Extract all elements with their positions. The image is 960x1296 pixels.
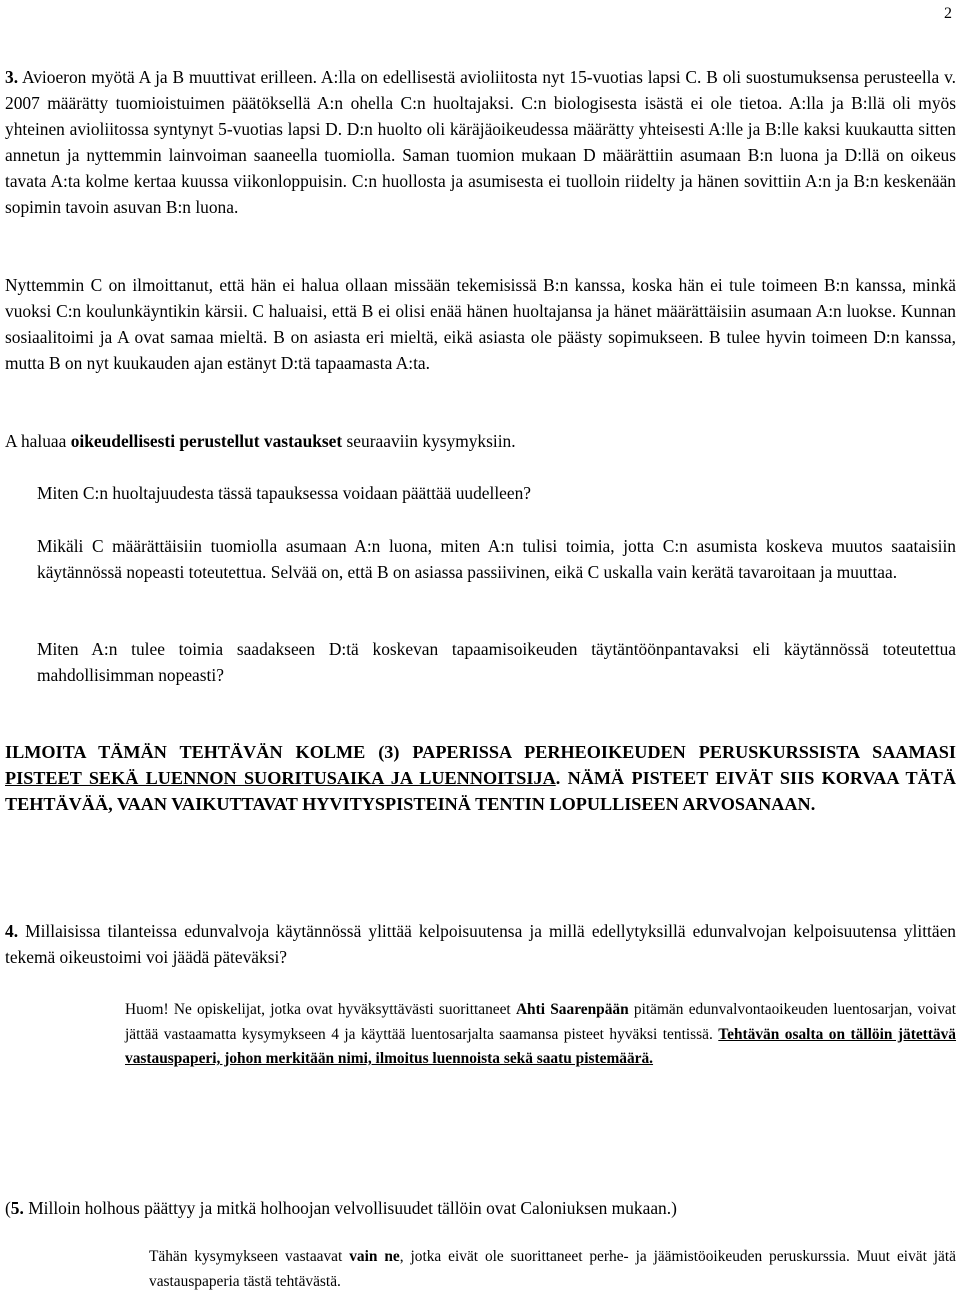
question-3-request: A haluaa oikeudellisesti perustellut vastaukset seuraaviin kysymyksiin. <box>5 431 516 451</box>
question-4-number: 4. <box>5 921 19 941</box>
question-3-text: Avioeron myötä A ja B muuttivat erilleen. A:lla on edellisestä avioliitosta nyt 15-vuotias lapsi C. B oli suostumuksensa perusteella v. 2007 määrätty tuomioistuimen päätöksellä A:n ohella C:n huoltajaksi. C:n biologisesta isästä ei ole tietoa. A:lla ja B:llä oli myös yhteinen avioliitossa syntynyt 5-vuotias lapsi D. D:n huolto oli käräjäoikeudessa määrätty yhteisesti A:lle ja B:lle kaksi kuukautta sitten annetun ja nyttemmin lainvoiman saaneella tuomiolla. Saman tuomion mukaan D määrättiin asumaan B:n luona ja D:llä on oikeus tavata A:ta kolme kertaa kuussa viikonloppuisin. C:n huollosta ja asumisesta ei tuolloin riidelty ja hänen sovittiin A:n ja B:n keskenään sopimin tavoin asuvan B:n luona. <box>5 67 956 217</box>
question-3-number: 3. <box>5 67 19 87</box>
notice-underlined: PISTEET SEKÄ LUENNON SUORITUSAIKA JA LUENNOITSIJA <box>5 768 556 788</box>
question-3a <box>5 480 956 506</box>
question-3 <box>5 64 956 220</box>
notice-block: ILMOITA TÄMÄN TEHTÄVÄN KOLME (3) PAPERISSA PERHEOIKEUDEN PERUSKURSSISTA SAAMASI PISTEET SEKÄ LUENNON SUORITUSAIKA JA LUENNOITSIJA. NÄMÄ PISTEET EIVÄT SIIS KORVAA TÄTÄ TEHTÄVÄÄ, VAAN VAIKUTTAVAT HYVITYSPISTEINÄ TENTIN LOPULLISEEN ARVOSANAAN. <box>5 742 956 814</box>
request-emphasis: oikeudellisesti perustellut vastaukset <box>70 431 343 451</box>
question-3b-label <box>5 533 37 559</box>
question-4-note: Huom! Ne opiskelijat, jotka ovat hyväksyttävästi suorittaneet Ahti Saarenpään pitämän edunvalvontaoikeuden luentosarjan, voivat jättää vastaamatta kysymykseen 4 ja käyttää luentosarjalta saamansa pisteet hyväksi tentissä. Tehtävän osalta on tällöin jätettävä vastauspaperi, johon merkitään nimi, ilmoitus luennoista sekä saatu pistemäärä. <box>125 1001 957 1067</box>
lecturer-name: Ahti Saarenpään <box>515 1001 629 1018</box>
question-5-number: 5. <box>10 1198 24 1218</box>
question-4 <box>5 918 956 970</box>
question-3c-text: Miten A:n tulee toimia saadakseen D:tä koskevan tapaamisoikeuden täytäntöönpantavaksi eli käytännössä toteutettua mahdollisimman nopeasti? <box>37 639 956 685</box>
question-3a-text: Miten C:n huoltajuudesta tässä tapauksessa voidaan päättää uudelleen? <box>37 483 532 503</box>
question-3-paragraph-1 <box>5 64 956 220</box>
question-5-note: Tähän kysymykseen vastaavat vain ne, jotka eivät ole suorittaneet perhe- ja jäämistöoikeuden peruskurssia. Muut eivät jätä vastauspaperia tästä tehtävästä. <box>149 1248 956 1290</box>
question-3b-text: Mikäli C määrättäisiin tuomiolla asumaan A:n luona, miten A:n tulisi toimia, jotta C:n asumista koskeva muutos saataisiin käytännössä nopeasti toteutettua. Selvää on, että B on asiassa passiivinen, eikä C uskalla vain kerätä tavaroitaan ja muuttaa. <box>37 536 956 582</box>
question-4-instruction: Tehtävän osalta on tällöin jätettävä vastauspaperi, johon merkitään nimi, ilmoitus luennoista sekä saatu pistemäärä. <box>125 1025 957 1067</box>
question-5-text: Milloin holhous päättyy ja mitkä holhoojan velvollisuudet tällöin ovat Caloniuksen mukaan.) <box>23 1198 677 1218</box>
question-3c-label <box>5 636 37 662</box>
question-3-paragraph-2: Nyttemmin C on ilmoittanut, että hän ei halua ollaan missään tekemisissä B:n kanssa, koska hän ei tule toimeen B:n kanssa, minkä vuoksi C:n koulunkäyntikin kärsii. C haluaisi, että B ei olisi enää hänen huoltajansa ja hänet määrättäisiin asumaan A:n luokse. Kunnan sosiaalitoimi ja A ovat samaa mieltä. B on asiasta eri mieltä, eikä asiasta ole päästy sopimukseen. B tulee hyvin toimeen D:n kanssa, mutta B on nyt kuukauden ajan estänyt D:tä tapaamasta A:ta. <box>5 275 956 373</box>
page-number: 2 <box>944 5 952 22</box>
question-3b <box>5 533 956 585</box>
question-4-text: Millaisissa tilanteissa edunvalvoja käytännössä ylittää kelpoisuutensa ja millä edellytyksillä edunvalvojan kelpoisuutensa ylittäen tekemä oikeustoimi voi jäädä päteväksi? <box>5 921 956 967</box>
question-3a-label <box>5 480 37 506</box>
question-5: (5. Milloin holhous päättyy ja mitkä holhoojan velvollisuudet tällöin ovat Caloniuksen mukaan.) <box>5 1198 677 1218</box>
question-3c <box>5 636 956 688</box>
question-5-emphasis: vain ne <box>349 1248 400 1265</box>
